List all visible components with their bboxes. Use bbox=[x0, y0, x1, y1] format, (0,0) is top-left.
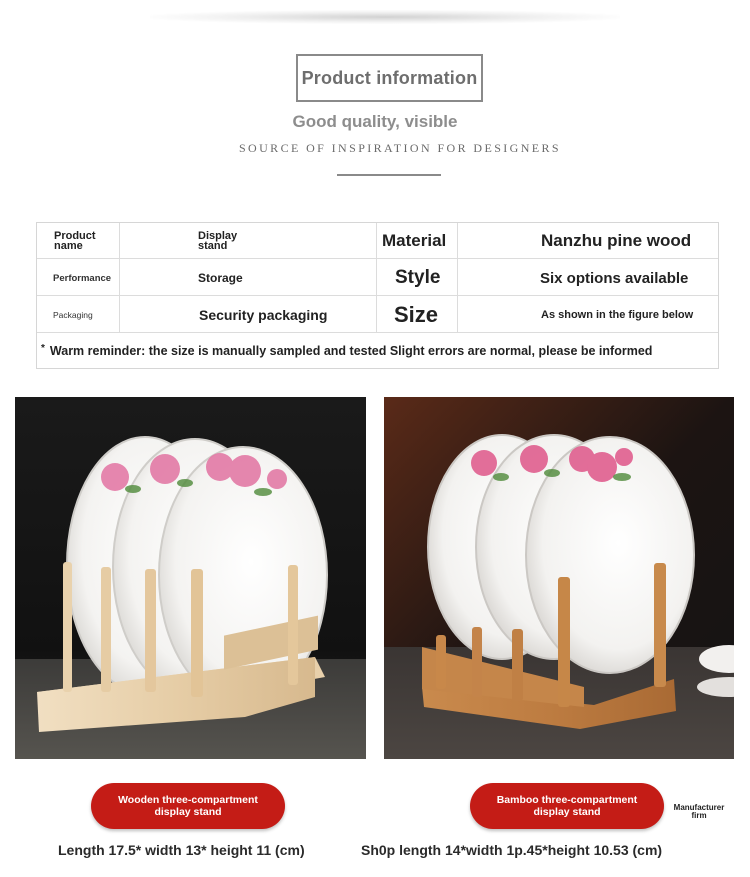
page-subtitle: Good quality, visible bbox=[292, 112, 458, 131]
reminder-asterisk: * bbox=[41, 342, 45, 354]
spec-label-performance: Performance bbox=[53, 272, 112, 284]
product-photo-wooden-stand bbox=[15, 397, 366, 759]
spec-value-storage: Storage bbox=[198, 270, 243, 285]
spec-attr-size: Size bbox=[394, 302, 439, 327]
dimensions-wooden: Length 17.5* width 13* height 11 (cm) bbox=[58, 842, 305, 858]
page-title: Product information bbox=[301, 67, 478, 88]
spec-row-material bbox=[37, 223, 718, 259]
product-badge-wooden-label: Wooden three-compartment display stand bbox=[118, 794, 258, 818]
spec-value-security-packaging: Security packaging bbox=[199, 307, 328, 323]
spec-label-packaging: Packaging bbox=[53, 310, 93, 320]
dimensions-bamboo: Sh0p length 14*width 1p.45*height 10.53 (cm) bbox=[361, 842, 663, 858]
product-photo-bamboo-stand bbox=[384, 397, 734, 759]
spec-table bbox=[36, 222, 719, 369]
spec-label-product-name: Product name bbox=[54, 230, 96, 252]
page-tagline: SOURCE OF INSPIRATION FOR DESIGNERS bbox=[238, 141, 562, 155]
spec-value-display-stand: Display stand bbox=[198, 230, 238, 252]
title-underline bbox=[337, 174, 441, 176]
spec-row-style bbox=[37, 260, 718, 296]
product-badge-bamboo bbox=[470, 783, 664, 829]
warm-reminder bbox=[41, 341, 716, 361]
product-badge-bamboo-label: Bamboo three-compartment display stand bbox=[496, 794, 638, 818]
spec-attr-style: Style bbox=[395, 267, 441, 288]
reminder-text: Warm reminder: the size is manually sampled and tested Slight errors are normal, please be informed bbox=[49, 344, 653, 358]
spec-attr-value-material: Nanzhu pine wood bbox=[541, 231, 692, 250]
spec-attr-material: Material bbox=[382, 231, 447, 250]
spec-row-size bbox=[37, 297, 718, 333]
title-box bbox=[296, 54, 483, 102]
top-shadow bbox=[150, 10, 620, 24]
product-badge-wooden bbox=[91, 783, 285, 829]
manufacturer-note: Manufacturer firm bbox=[673, 803, 725, 820]
spec-attr-value-style: Six options available bbox=[540, 269, 689, 287]
spec-attr-value-size: As shown in the figure below bbox=[541, 309, 694, 321]
